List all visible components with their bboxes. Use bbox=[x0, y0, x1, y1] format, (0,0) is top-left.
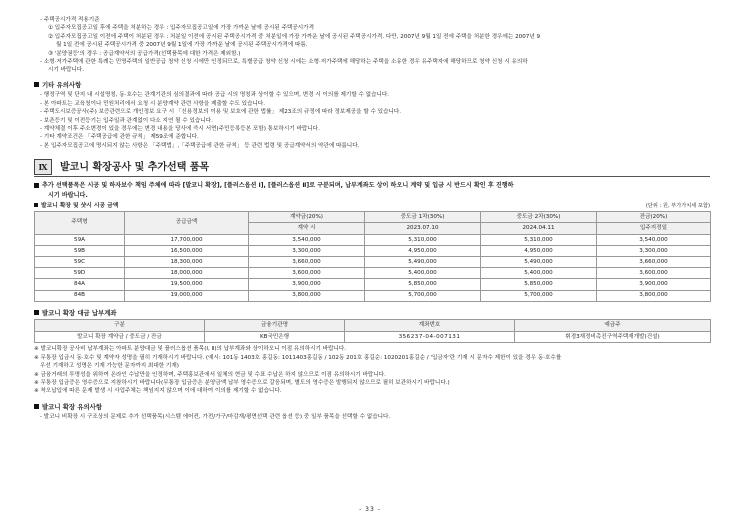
other-section-title: 기타 유의사항 bbox=[34, 81, 710, 91]
other-section-list bbox=[34, 91, 710, 150]
list-item: - 계약체결 이후 주소변경이 있을 경우에는 변경 내용을 당사에 즉시 서면(주민등록등본 포함) 통보하시기 바랍니다. bbox=[40, 125, 320, 132]
square-bullet-icon bbox=[34, 404, 39, 409]
balcony-section-list bbox=[34, 413, 710, 421]
price-table-header bbox=[34, 202, 710, 211]
document-body bbox=[34, 16, 710, 422]
balcony-section-title: 발코니 확장 유의사항 bbox=[34, 403, 710, 413]
unit-note: (단위 : 원, 부가가치세 포함) bbox=[645, 202, 710, 209]
table-row: 59B 16,500,000 3,300,000 4,950,000 4,950,000 3,300,000 bbox=[35, 245, 711, 256]
col-subheader: 계약 시 bbox=[249, 223, 365, 235]
note-line: ※ 금융거래의 투명성을 위하여 온라인 수납만을 인정하며, 주택홍보관에서 일체의 현금 및 수표 수납은 하지 않으므로 이점 유의하시기 바랍니다. bbox=[34, 371, 386, 378]
account-holder: 휘경3재정비촉진구역주택재개발(건설) bbox=[515, 331, 711, 343]
col-header: 중도금 1차(30%) bbox=[365, 211, 481, 223]
square-bullet-icon bbox=[34, 183, 39, 188]
table-row: 59A 17,700,000 3,540,000 5,310,000 5,310,000 3,540,000 bbox=[35, 234, 711, 245]
col-header: 계좌번호 bbox=[345, 320, 515, 332]
note-line: ③ '분양권등'의 경우 : 공급계약서의 공급가격(선택품목에 대한 가격은 제외함.) bbox=[48, 50, 241, 57]
square-bullet-icon bbox=[34, 203, 38, 207]
col-header: 금융기관명 bbox=[205, 320, 345, 332]
col-subheader: 입주지정일 bbox=[597, 223, 711, 235]
account-number: 356237-04-007131 bbox=[345, 331, 515, 343]
note-line: - 주택공시가격 적용기준 bbox=[40, 17, 100, 23]
bank-notes bbox=[34, 345, 710, 395]
note-line: ※ 무통장 입금증은 영수증으로 지참하시기 바랍니다(무통장 입금증은 분양금액 납부 영수증으로 갈음되며, 별도의 영수증은 발행되지 않으므로 필히 보관하시기 바랍니다.) bbox=[34, 379, 450, 386]
table-row bbox=[35, 331, 711, 343]
price-table bbox=[34, 211, 711, 302]
chapter-title: 발코니 확장공사 및 추가선택 품목 bbox=[60, 161, 210, 173]
square-bullet-icon bbox=[34, 310, 39, 315]
price-table-label: 발코니 확장 및 샷시 시공 금액 bbox=[41, 202, 119, 209]
top-notes bbox=[34, 16, 710, 75]
note-line: ※ 무통장 입금시 동·호수 및 계약자 성명을 필히 기재하시기 바랍니다. (예시: 101동 1403호 홍길동: 1011403홍길동 / 102동 201호 홍길순: 1020201홍길순 / '입금자'란 기재 시 문자수 제한이 있을 경우 동·호수를 bbox=[34, 354, 562, 361]
note-line: ② 입주자모집공고일 이전에 주택이 처분된 경우 : 처분일 이전에 공시된 주택공시가격 중 처분일에 가장 가까운 날에 공시된 주택공시가격. 다만, 2007년 9월 1일 전에 주택을 처분한 경우에는 2007년 9 bbox=[48, 33, 541, 40]
col-header: 중도금 2차(30%) bbox=[481, 211, 597, 223]
table-row: 59C 18,300,000 3,660,000 5,490,000 5,490,000 3,660,000 bbox=[35, 257, 711, 268]
col-header: 공급금액 bbox=[125, 211, 249, 234]
col-header: 계약금(20%) bbox=[249, 211, 365, 223]
table-row: 84A 19,500,000 3,900,000 5,850,000 5,850,000 3,900,000 bbox=[35, 279, 711, 290]
list-item: - 발코니 비확장 시 구조상의 문제로 추가 선택품목(시스템 에어컨, 가전/가구/마감재/평면선택 관련 옵션 등) 중 일부 품목을 선택할 수 없습니다. bbox=[40, 414, 391, 421]
chapter-heading bbox=[34, 158, 710, 177]
note-line: 월 1일 전에 공시된 주택공시가격 중 2007년 9월 1일에 가장 가까운 날에 공시된 주택공시가격에 따름. bbox=[56, 42, 308, 49]
col-header: 잔금(20%) bbox=[597, 211, 711, 223]
bank-table-title: 발코니 확장 대금 납부계좌 bbox=[34, 309, 710, 319]
table-row: 59D 18,000,000 3,600,000 5,400,000 5,400,000 3,600,000 bbox=[35, 268, 711, 279]
col-subheader: 2023.07.10 bbox=[365, 223, 481, 235]
note-line: 우선 기재하고 성명은 기재 가능한 문자까지 최대한 기재) bbox=[40, 363, 179, 370]
list-item: - 행정구역 및 단지 내 시설명칭, 동·호수는 관계기관의 심의결과에 따라 공급 시의 명칭과 상이할 수 있으며, 변경 시 이의를 제기할 수 없습니다. bbox=[40, 92, 390, 99]
col-header: 주택형 bbox=[35, 211, 125, 234]
note-line: ① 입주자모집공고일 후에 주택을 처분하는 경우 : 입주자모집공고일에 가장 가까운 날에 공시된 주택공시가격 bbox=[48, 25, 314, 32]
square-bullet-icon bbox=[34, 82, 39, 87]
list-item: - 본 아파트는 교육청이나 민원처리에서 요청 시 분양계약 관련 사항을 제출할 수도 있습니다. bbox=[40, 100, 266, 107]
list-item: - 기타 계약조건은 「주택공급에 관한 규칙」 제59조에 준합니다. bbox=[40, 134, 199, 141]
payment-kind: 발코니 확장 계약금 / 중도금 / 잔금 bbox=[35, 331, 205, 343]
list-item: - 주택도시보증공사(주) 보증관련으로 개인정보 요구 시 「신용정보의 이용 및 보호에 관한 법률」 제23조의 규정에 따라 정보제공을 할 수 있습니다. bbox=[40, 109, 402, 116]
list-item: - 보존등기 및 이전등기는 입주일과 관계없이 다소 지연 될 수 있습니다. bbox=[40, 117, 213, 124]
col-header: 예금주 bbox=[515, 320, 711, 332]
bank-name: KB국민은행 bbox=[205, 331, 345, 343]
note-line: - 소형·저가주택에 관한 특례는 민영주택의 일반공급 청약 신청 시에만 인정되므로, 특별공급 청약 신청 시에는 소형·저가주택에 해당하는 주택을 소유한 경우 유주택자에 해당하므로 청약 신청 시 유의하 bbox=[40, 58, 528, 65]
bank-table bbox=[34, 319, 711, 343]
note-line: 시기 바랍니다. bbox=[48, 67, 84, 74]
list-item: - 본 입주자모집공고에 명시되지 않는 사항은 「주택법」,「주택공급에 관한 규칙」 등 관련 법령 및 공급계약서의 약관에 따릅니다. bbox=[40, 142, 360, 149]
note-line: ※ 착오납입에 따른 문제 발생 시 사업주체는 책임지지 않으며 이에 대하여 이의를 제기할 수 없습니다. bbox=[34, 388, 282, 395]
chapter-number: Ⅸ bbox=[34, 159, 52, 175]
selection-notice: 추가 선택품목은 시공 및 하자보수 책임 주체에 따라 [발코니 확장], [플러스옵션 Ⅰ], [플러스옵션 Ⅱ]로 구분되며, 납부계좌도 상이 하오니 계약 및 입금 시 반드시 확인 후 진행하 시기 바랍니다. bbox=[34, 181, 710, 200]
note-line: ※ 발코니확장 공사비 납부계좌는 아파트 분양대금 및 플러스옵션 품목(Ⅰ, Ⅱ)의 납부계좌와 상이하오니 이점 유의하시기 바랍니다. bbox=[34, 346, 347, 353]
col-header: 구분 bbox=[35, 320, 205, 332]
table-row: 84B 19,000,000 3,800,000 5,700,000 5,700,000 3,800,000 bbox=[35, 290, 711, 301]
page-number: - 33 - bbox=[359, 506, 381, 513]
col-subheader: 2024.04.11 bbox=[481, 223, 597, 235]
